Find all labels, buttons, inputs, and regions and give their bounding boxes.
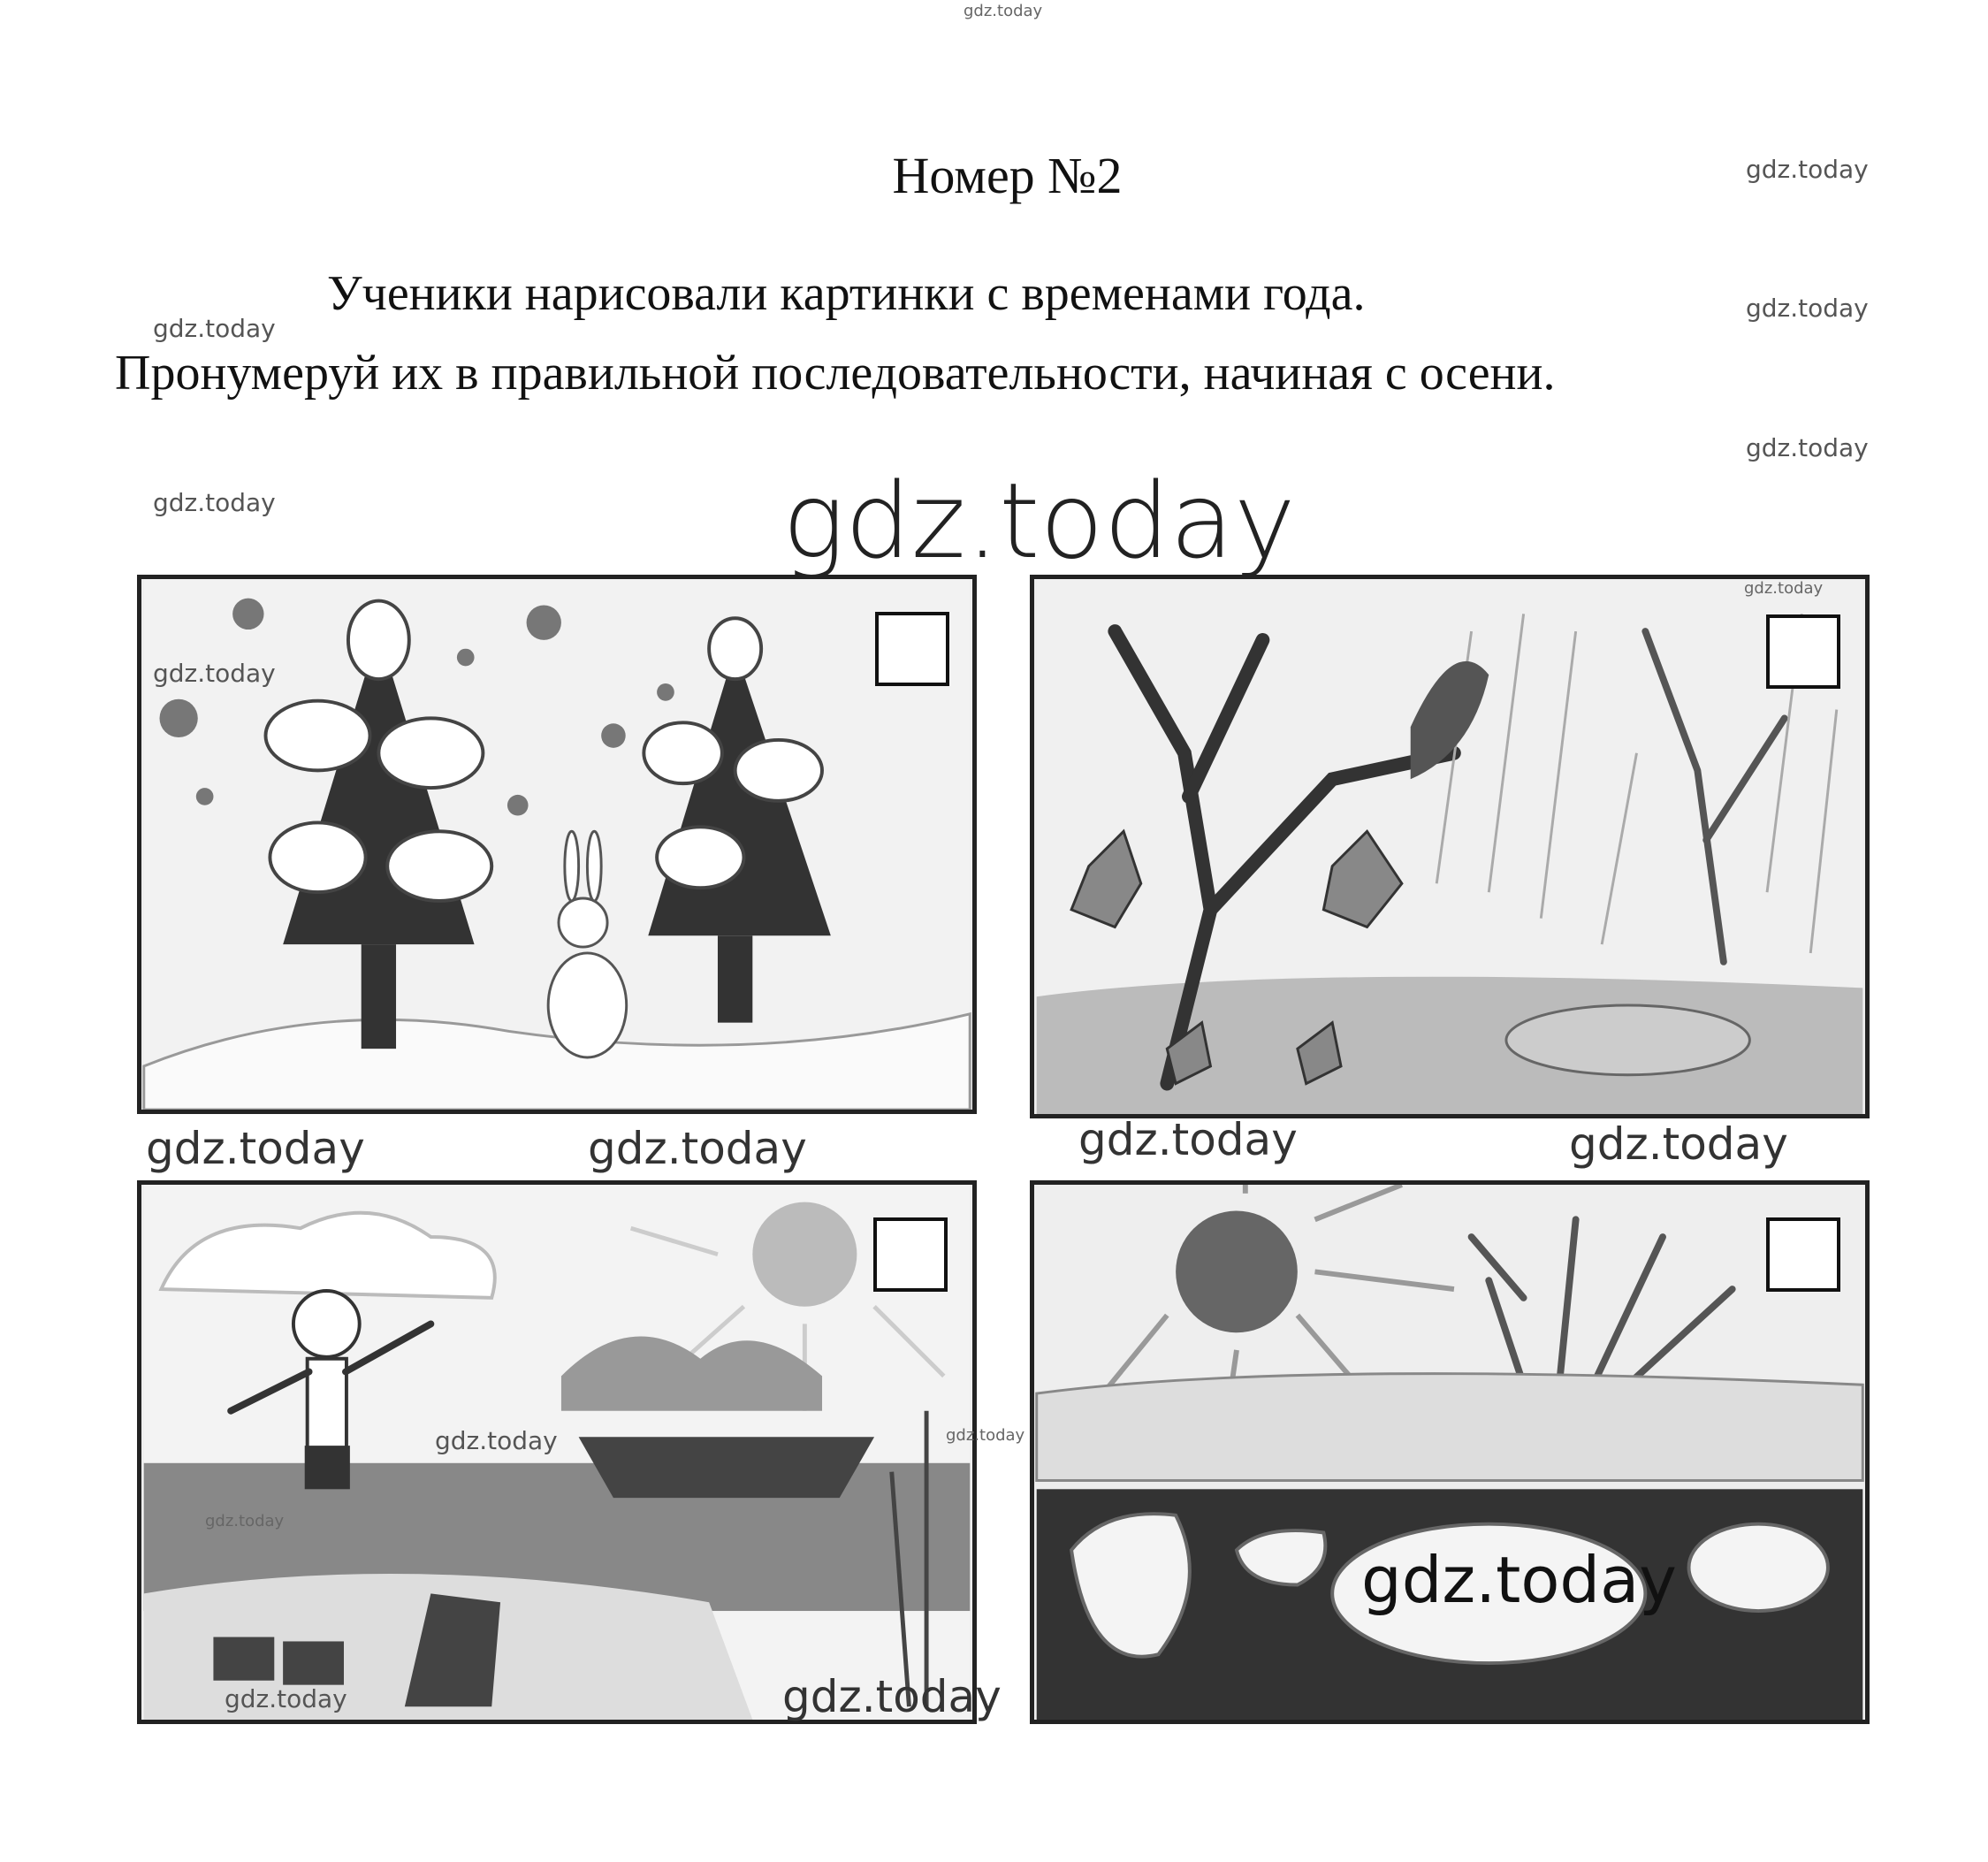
page-title: Номер №2 (892, 147, 1123, 204)
watermark: gdz.today (153, 314, 276, 343)
autumn-drawing (1034, 579, 1865, 1114)
spring-drawing (1034, 1185, 1865, 1720)
watermark: gdz.today (225, 1684, 347, 1713)
watermark: gdz.today (1569, 1118, 1788, 1170)
watermark: gdz.today (588, 1123, 807, 1174)
answer-box-winter[interactable] (875, 612, 949, 686)
answer-box-autumn[interactable] (1766, 614, 1840, 689)
watermark: gdz.today (146, 1123, 365, 1174)
watermark: gdz.today (1744, 579, 1824, 598)
watermark: gdz.today (1078, 1114, 1298, 1165)
watermark: gdz.today (782, 1671, 1002, 1722)
picture-spring (1030, 1180, 1870, 1724)
watermark: gdz.today (153, 488, 276, 517)
answer-box-summer[interactable] (873, 1217, 948, 1292)
picture-autumn (1030, 575, 1870, 1118)
instruction-line-1: Ученики нарисовали картинки с временами года. (327, 266, 1366, 321)
watermark-large: gdz.today (782, 460, 1296, 582)
watermark: gdz.today (205, 1512, 285, 1530)
top-watermark: gdz.today (964, 2, 1043, 20)
answer-box-spring[interactable] (1766, 1217, 1840, 1292)
watermark: gdz.today (1746, 155, 1869, 184)
instruction-line-2: Пронумеруй их в правильной последовательности, начиная с осени. (115, 346, 1556, 401)
watermark: gdz.today (1746, 433, 1869, 462)
watermark: gdz.today (1361, 1543, 1677, 1617)
watermark: gdz.today (946, 1426, 1025, 1445)
picture-winter (137, 575, 977, 1114)
watermark: gdz.today (435, 1426, 558, 1455)
watermark: gdz.today (153, 659, 276, 688)
watermark: gdz.today (1746, 294, 1869, 323)
